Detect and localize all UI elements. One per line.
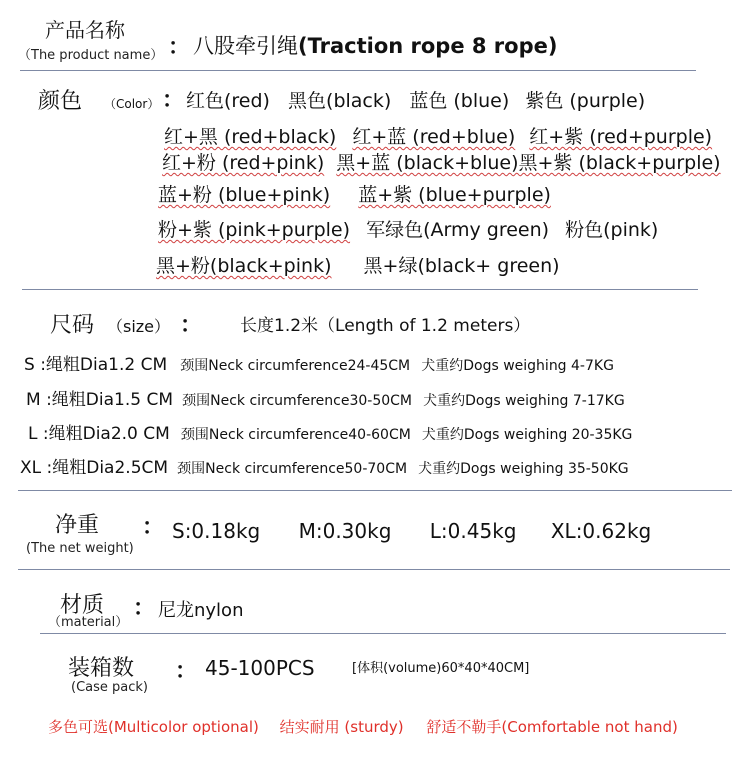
- color-option: 红色(red): [186, 90, 270, 112]
- footer-features: [48, 716, 678, 737]
- feature-sturdy: 结实耐用 (sturdy): [279, 718, 404, 736]
- size-weight: 犬重约Dogs weighing 35-50KG: [418, 461, 629, 477]
- divider: [18, 490, 732, 491]
- size-dia: M :绳粗Dia1.5 CM: [26, 390, 174, 410]
- product-name-label-en: （The product name）: [18, 48, 164, 63]
- size-row-m: [26, 385, 625, 410]
- color-option: 蓝+粉 (blue+pink): [158, 184, 331, 206]
- net-weight-label-en: (The net weight): [26, 541, 134, 556]
- net-weight-colon: ：: [142, 515, 165, 540]
- size-neck: 颈围Neck circumference30-50CM: [182, 393, 413, 409]
- size-neck: 颈围Neck circumference40-60CM: [180, 427, 411, 443]
- case-pack-volume: [体积(volume)60*40*40CM]: [352, 661, 530, 676]
- color-option: 紫色 (purple): [525, 90, 646, 112]
- color-option: 黑色(black): [288, 90, 392, 112]
- feature-multicolor: 多色可选(Multicolor optional): [48, 718, 259, 736]
- color-row-6: [156, 251, 560, 278]
- color-option: 黑+蓝 (black+blue): [336, 152, 519, 174]
- color-option: 粉色(pink): [565, 219, 659, 241]
- case-pack-value: 45-100PCS: [205, 656, 315, 680]
- color-option: 蓝+紫 (blue+purple): [358, 184, 551, 206]
- product-name-cn: 八股牵引绳: [193, 34, 298, 58]
- size-colon: ：: [180, 313, 203, 338]
- color-option: 红+紫 (red+purple): [529, 126, 713, 148]
- size-row-s: [24, 350, 614, 375]
- size-label-en: （size）: [107, 317, 171, 336]
- product-name-colon: ：: [168, 35, 191, 60]
- color-label: 颜色: [38, 89, 83, 114]
- color-row-2: [164, 122, 712, 149]
- divider: [18, 569, 730, 570]
- material-label-en: （material）: [48, 615, 129, 630]
- color-option: 黑+绿(black+ green): [363, 255, 560, 277]
- color-option: 红+粉 (red+pink): [162, 152, 325, 174]
- net-weight-label: 净重: [55, 513, 100, 538]
- material-label: 材质: [60, 593, 105, 618]
- product-name-en: (Traction rope 8 rope): [298, 34, 558, 58]
- case-pack-colon: ：: [175, 659, 198, 684]
- case-pack-label: 装箱数: [68, 656, 135, 681]
- size-neck: 颈围Neck circumference50-70CM: [177, 461, 408, 477]
- size-neck: 颈围Neck circumference24-45CM: [180, 358, 411, 374]
- size-row-l: [28, 419, 632, 444]
- size-label: 尺码: [50, 313, 95, 338]
- color-colon: ：: [162, 88, 185, 113]
- divider: [40, 633, 726, 634]
- net-weight-value: M:0.30kg: [298, 519, 392, 543]
- material-colon: ：: [133, 596, 156, 621]
- color-option: 黑+粉(black+pink): [156, 255, 332, 277]
- net-weight-value: L:0.45kg: [429, 519, 517, 543]
- color-option: 红+黑 (red+black): [164, 126, 337, 148]
- divider: [22, 289, 698, 290]
- net-weight-value: XL:0.62kg: [550, 519, 652, 543]
- size-weight: 犬重约Dogs weighing 20-35KG: [421, 427, 633, 443]
- size-dia: XL :绳粗Dia2.5CM: [20, 458, 169, 478]
- net-weight-values: [172, 519, 651, 543]
- color-label-en: （Color）: [104, 97, 160, 111]
- product-name-label: 产品名称: [45, 18, 125, 42]
- size-row-xl: [20, 453, 629, 478]
- color-option: 黑+紫 (black+purple): [518, 152, 721, 174]
- size-weight: 犬重约Dogs weighing 7-17KG: [423, 393, 625, 409]
- product-name-value: [193, 30, 557, 60]
- color-row-1: [186, 86, 645, 113]
- material-value: 尼龙nylon: [158, 600, 244, 621]
- size-dia: S :绳粗Dia1.2 CM: [24, 355, 168, 375]
- color-option: 军绿色(Army green): [366, 219, 550, 241]
- color-row-3: [162, 148, 721, 175]
- divider: [20, 70, 696, 71]
- case-pack-label-en: (Case pack): [71, 680, 148, 695]
- color-option: 粉+紫 (pink+purple): [158, 219, 351, 241]
- color-option: 红+蓝 (red+blue): [352, 126, 516, 148]
- color-row-5: [158, 215, 658, 242]
- color-row-4: [158, 180, 551, 207]
- size-length: 长度1.2米（Length of 1.2 meters）: [240, 316, 531, 336]
- net-weight-value: S:0.18kg: [172, 519, 261, 543]
- size-weight: 犬重约Dogs weighing 4-7KG: [421, 358, 614, 374]
- size-dia: L :绳粗Dia2.0 CM: [28, 424, 170, 444]
- color-option: 蓝色 (blue): [409, 90, 510, 112]
- feature-comfortable: 舒适不勒手(Comfortable not hand): [426, 718, 678, 736]
